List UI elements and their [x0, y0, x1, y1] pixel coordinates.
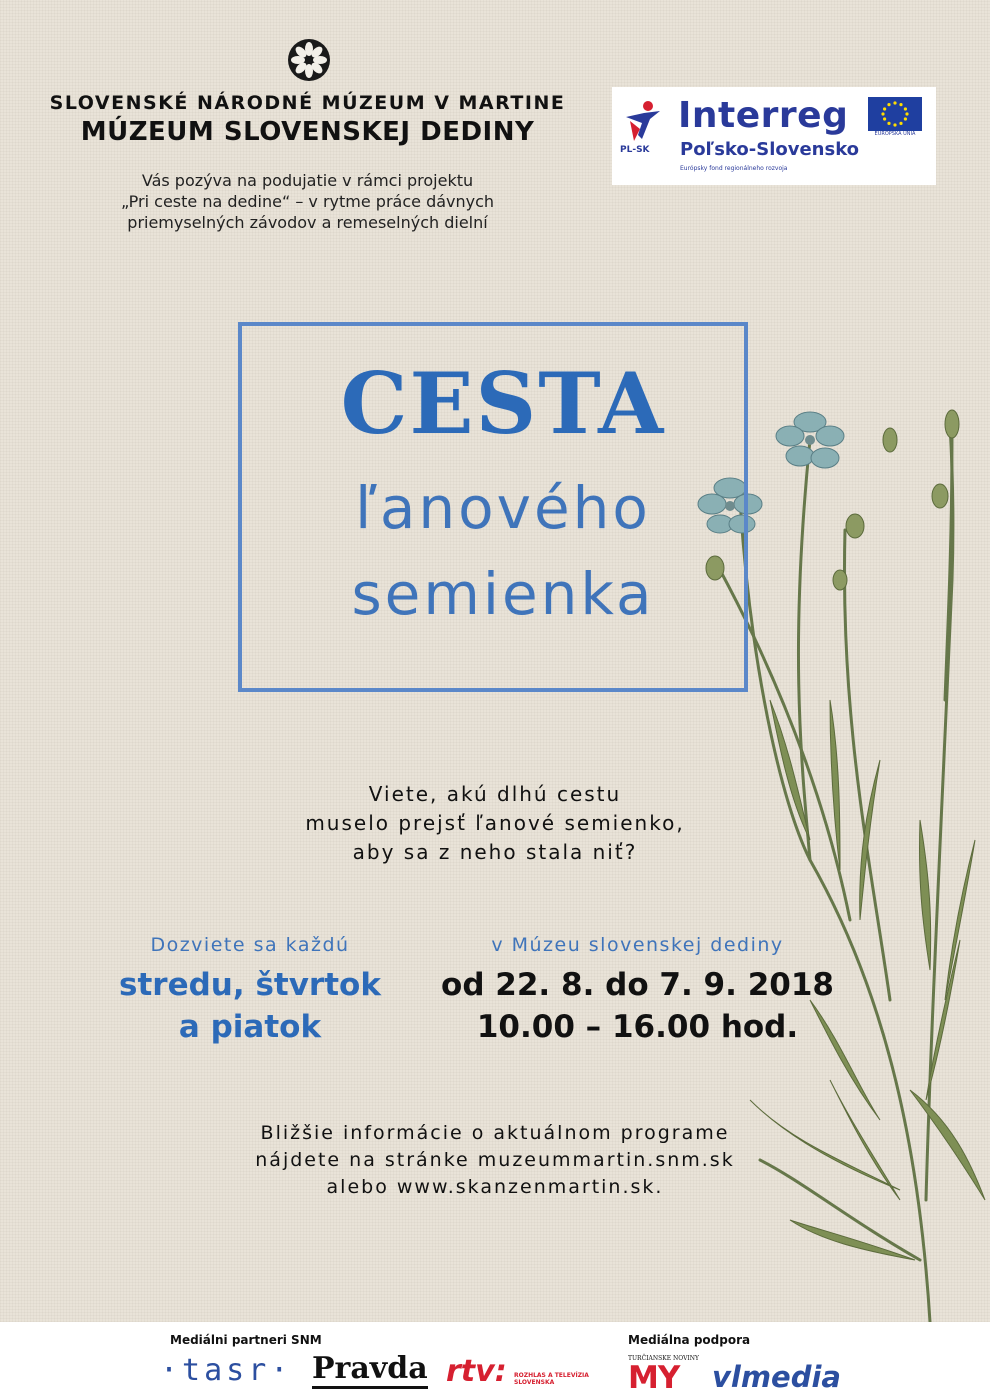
- days-intro: Dozviete sa každú: [150, 934, 350, 956]
- interreg-fund: Európsky fond regionálneho rozvoja: [680, 165, 788, 172]
- eu-label: EURÓPSKA ÚNIA: [874, 131, 916, 137]
- invitation-line: „Pri ceste na dedine“ – v rytme práce dávnych: [120, 192, 495, 211]
- more-info-text: [200, 1120, 790, 1201]
- rtvs-logo: rtv:: [446, 1354, 507, 1389]
- pl-sk-figure-icon: [620, 99, 666, 145]
- invitation-line: priemyselných závodov a remeselných dielní: [127, 213, 488, 232]
- media-support-label: Mediálna podpora: [628, 1333, 751, 1347]
- info-line: Bližšie informácie o aktuálnom programe: [260, 1122, 730, 1144]
- museum-emblem-icon: [287, 38, 331, 82]
- media-partners-label: Mediálni partneri SNM: [170, 1333, 322, 1347]
- vlmedia-logo: vlmedia: [712, 1360, 841, 1394]
- organization-name: SLOVENSKÉ NÁRODNÉ MÚZEUM V MARTINE: [49, 92, 566, 114]
- pl-sk-label: PL-SK: [620, 145, 650, 155]
- event-days-line: a piatok: [178, 1009, 322, 1045]
- interreg-country: Poľsko-Slovensko: [680, 139, 860, 160]
- question-line: muselo prejsť ľanové semienko,: [305, 811, 685, 835]
- pravda-logo: Pravda: [312, 1352, 428, 1389]
- event-days-line: stredu, štvrtok: [119, 967, 381, 1003]
- title-subtitle-line: ľanového: [355, 474, 651, 542]
- rtvs-logo-subtitle: ROZHLAS A TELEVÍZIA SLOVENSKA: [514, 1372, 589, 1386]
- my-logo: MY: [628, 1360, 680, 1396]
- title-main: CESTA: [340, 354, 666, 453]
- info-line: alebo www.skanzenmartin.sk.: [326, 1176, 664, 1198]
- date-range: od 22. 8. do 7. 9. 2018: [441, 967, 834, 1003]
- my-logo-subtitle: TURČIANSKE NOVINY: [628, 1355, 699, 1362]
- info-line: nájdete na stránke muzeummartin.snm.sk: [255, 1149, 735, 1171]
- event-days: [90, 964, 410, 1048]
- event-dates: [420, 964, 855, 1048]
- question-text: [240, 780, 750, 867]
- invitation-text: [40, 170, 575, 233]
- invitation-line: Vás pozýva na podujatie v rámci projektu: [141, 171, 474, 190]
- museum-name: MÚZEUM SLOVENSKEJ DEDINY: [80, 117, 535, 147]
- question-line: Viete, akú dlhú cestu: [368, 782, 622, 806]
- venue-intro: v Múzeu slovenskej dediny: [491, 934, 784, 956]
- interreg-wordmark: Interreg: [678, 95, 849, 136]
- interreg-logo: [612, 87, 936, 185]
- question-line: aby sa z neho stala niť?: [352, 840, 638, 864]
- tasr-logo: ·tasr·: [160, 1353, 293, 1388]
- title-subtitle-line: semienka: [351, 560, 655, 628]
- opening-hours: 10.00 – 16.00 hod.: [476, 1009, 799, 1045]
- eu-flag-icon: [868, 97, 922, 131]
